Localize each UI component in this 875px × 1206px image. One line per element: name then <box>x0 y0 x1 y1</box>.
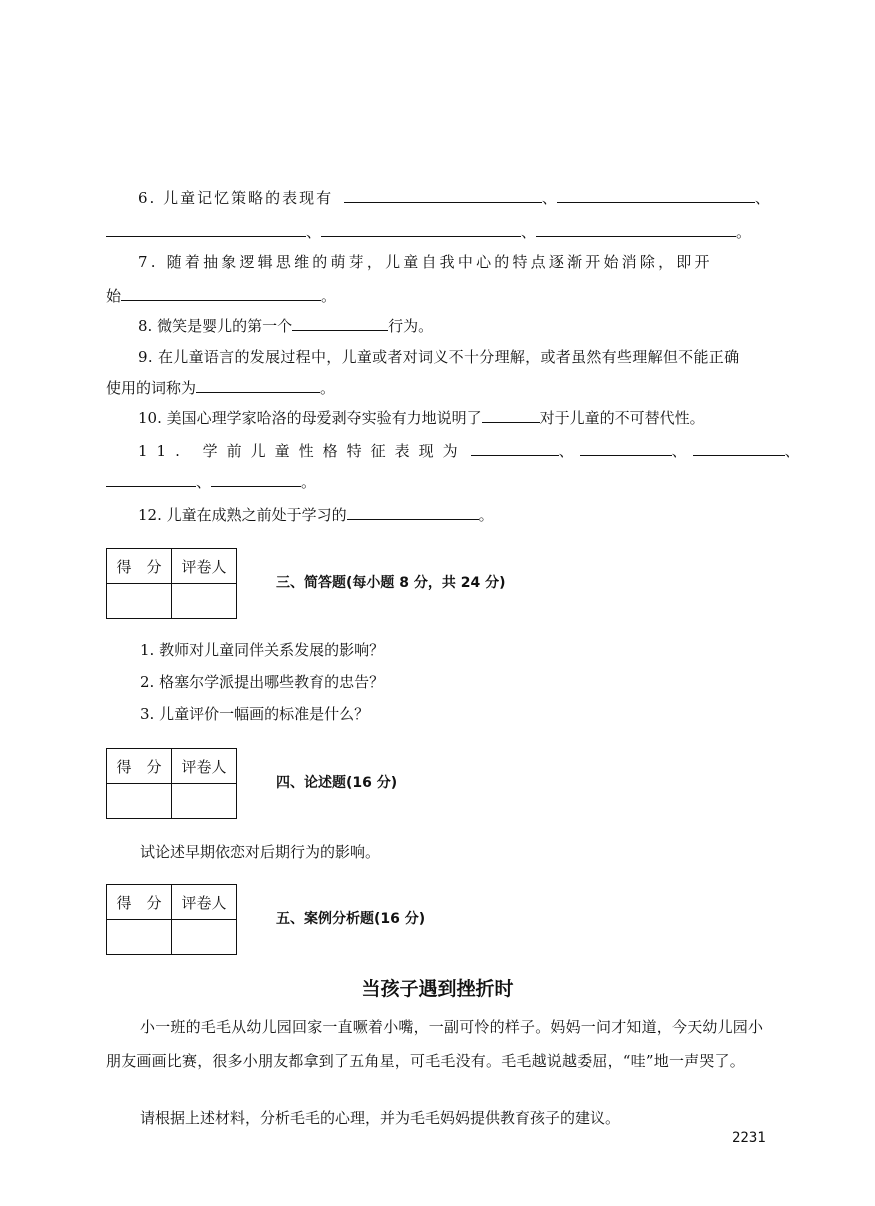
question-6 <box>138 188 770 208</box>
section-3-item-2: 2. 格塞尔学派提出哪些教育的忠告？ <box>140 673 385 691</box>
case-title: 当孩子遇到挫折时 <box>361 978 514 1000</box>
section-4-title: 四、论述题(16 分) <box>276 775 398 791</box>
question-8 <box>138 316 433 336</box>
answer-blank[interactable] <box>321 222 521 237</box>
separator: 、 <box>671 442 687 460</box>
answer-blank[interactable] <box>106 222 306 237</box>
answer-blank[interactable] <box>471 441 559 456</box>
answer-blank[interactable] <box>347 505 479 520</box>
separator: 、 <box>754 189 770 207</box>
grader-label: 评卷人 <box>172 749 237 784</box>
score-box <box>106 748 237 819</box>
score-label: 得 分 <box>107 549 172 584</box>
section-3-item-3: 3. 儿童评价一幅画的标准是什么？ <box>140 705 370 723</box>
question-9-text: 使用的词称为 <box>106 379 197 397</box>
period: 。 <box>478 506 494 524</box>
page-code: 2231 <box>732 1130 766 1146</box>
question-6-text: 6. 儿童记忆策略的表现有 <box>138 189 334 207</box>
case-paragraph: 小一班的毛毛从幼儿园回家一直噘着小嘴，一副可怜的样子。妈妈一问才知道，今天幼儿园小朋友画画比赛，很多小朋友都拿到了五角星，可毛毛没有。毛毛越说越委屈，“哇”地一声哭了。 <box>106 1018 764 1070</box>
question-7: 7. 随着抽象逻辑思维的萌芽，儿童自我中心的特点逐渐开始消除，即开 <box>138 253 713 271</box>
question-12 <box>138 505 494 525</box>
score-box <box>106 884 237 955</box>
separator: 、 <box>558 442 574 460</box>
answer-blank[interactable] <box>211 472 301 487</box>
answer-blank[interactable] <box>536 222 736 237</box>
question-10-text: 10. 美国心理学家哈洛的母爱剥夺实验有力地说明了 <box>138 409 482 427</box>
question-12-text: 12. 儿童在成熟之前处于学习的 <box>138 506 347 524</box>
answer-blank[interactable] <box>344 188 542 203</box>
question-9-cont <box>106 378 335 398</box>
period: 。 <box>301 473 317 491</box>
section-4-item: 试论述早期依恋对后期行为的影响。 <box>140 843 381 861</box>
answer-blank[interactable] <box>106 472 196 487</box>
grader-label: 评卷人 <box>172 885 237 920</box>
separator: 、 <box>521 223 537 241</box>
question-10 <box>138 408 705 428</box>
case-question: 请根据上述材料，分析毛毛的心理，并为毛毛妈妈提供教育孩子的建议。 <box>140 1109 621 1127</box>
answer-blank[interactable] <box>693 441 785 456</box>
separator: 、 <box>541 189 557 207</box>
section-3-item-1: 1. 教师对儿童同伴关系发展的影响？ <box>140 641 385 659</box>
separator: 、 <box>784 442 800 460</box>
question-7-cont <box>106 286 336 306</box>
grader-cell[interactable] <box>172 584 237 619</box>
answer-blank[interactable] <box>557 188 755 203</box>
question-6-cont <box>106 222 751 242</box>
question-7-text: 始 <box>106 287 122 305</box>
question-11-text: 11. 学前儿童性格特征表现为 <box>138 442 467 460</box>
grader-cell[interactable] <box>172 784 237 819</box>
answer-blank[interactable] <box>580 441 672 456</box>
answer-blank[interactable] <box>196 378 320 393</box>
score-cell[interactable] <box>107 784 172 819</box>
grader-cell[interactable] <box>172 920 237 955</box>
separator: 、 <box>196 473 212 491</box>
answer-blank[interactable] <box>121 286 321 301</box>
question-11-cont <box>106 472 316 492</box>
separator: 、 <box>306 223 322 241</box>
grader-label: 评卷人 <box>172 549 237 584</box>
period: 。 <box>320 379 336 397</box>
score-label: 得 分 <box>107 885 172 920</box>
question-8-text: 8. 微笑是婴儿的第一个 <box>138 317 293 335</box>
question-11 <box>138 441 800 461</box>
score-cell[interactable] <box>107 584 172 619</box>
period: 。 <box>321 287 337 305</box>
question-9: 9. 在儿童语言的发展过程中，儿童或者对词义不十分理解，或者虽然有些理解但不能正确 <box>138 348 740 366</box>
question-8-text-end: 行为。 <box>388 317 434 335</box>
score-label: 得 分 <box>107 749 172 784</box>
section-3-title: 三、简答题(每小题 8 分，共 24 分) <box>276 575 506 591</box>
section-5-title: 五、案例分析题(16 分) <box>276 911 426 927</box>
score-cell[interactable] <box>107 920 172 955</box>
question-10-text-end: 对于儿童的不可替代性。 <box>539 409 705 427</box>
answer-blank[interactable] <box>482 408 540 423</box>
score-box <box>106 548 237 619</box>
period: 。 <box>736 223 752 241</box>
answer-blank[interactable] <box>292 316 388 331</box>
